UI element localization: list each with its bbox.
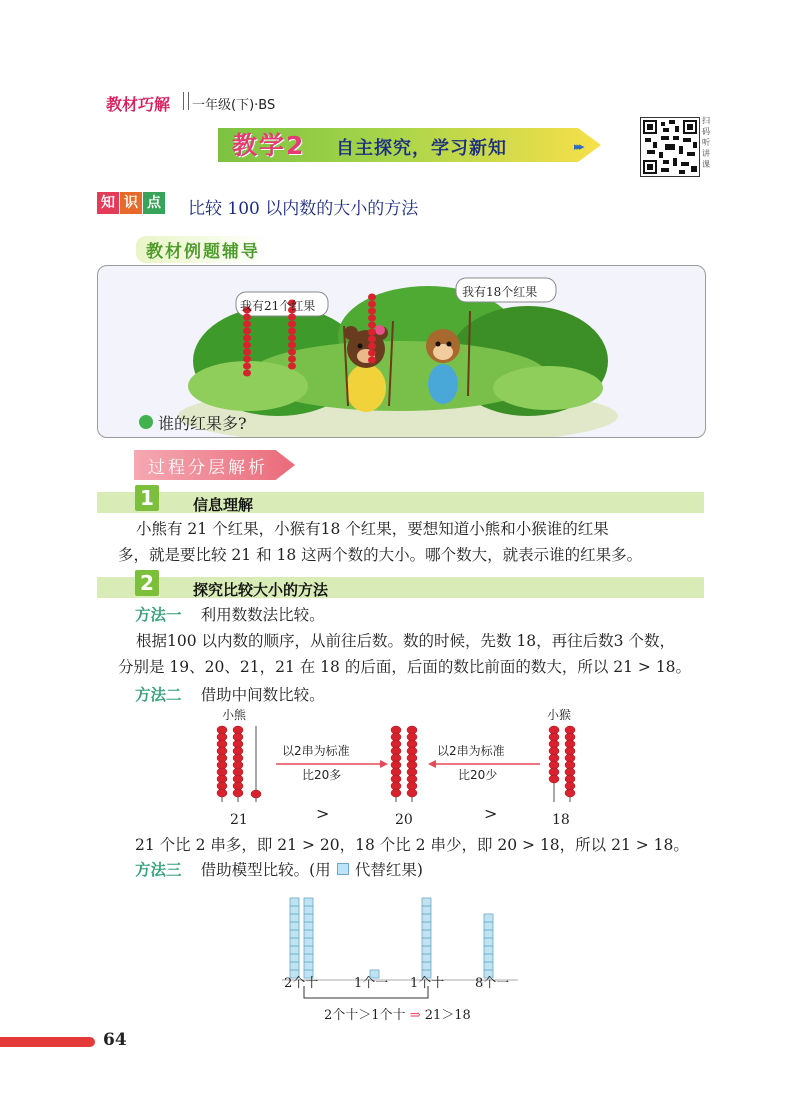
banner-arrows-icon: ▸▸▸ bbox=[574, 140, 582, 153]
conclusion-text: 2个十＞1个十 bbox=[324, 1008, 406, 1023]
unit-cube bbox=[422, 954, 431, 962]
method-tag: 方法二 bbox=[135, 686, 182, 704]
method2-conclusion: 21 个比 2 串多，即 21 > 20，18 个比 2 串少，即 20 > 18，所以 21 > 18。 bbox=[135, 836, 689, 854]
unit-cube bbox=[422, 938, 431, 946]
unit-cube bbox=[304, 962, 313, 970]
unit-cube bbox=[290, 962, 299, 970]
section-number: 1 bbox=[135, 485, 159, 511]
unit-cube bbox=[422, 898, 431, 906]
method-tag: 方法三 bbox=[135, 861, 182, 879]
unit-cube bbox=[484, 930, 493, 938]
method1-paragraph bbox=[118, 628, 708, 680]
right-note-top: 以2串为标准 bbox=[437, 744, 505, 758]
unit-cube bbox=[290, 922, 299, 930]
unit-cube bbox=[484, 962, 493, 970]
red-fruit bbox=[243, 328, 251, 335]
unit-cube bbox=[290, 898, 299, 906]
method-text: 代替红果) bbox=[354, 861, 423, 879]
method-text: 利用数数法比较。 bbox=[200, 606, 325, 624]
model-label: 1个一 bbox=[354, 976, 389, 991]
right-note-bottom: 比20少 bbox=[458, 768, 498, 782]
unit-cube bbox=[484, 954, 493, 962]
left-note-bottom: 比20多 bbox=[302, 768, 342, 782]
paragraph-line: 分别是 19、20、21，21 在 18 的后面，后面的数比前面的数大，所以 21 > 18。 bbox=[118, 658, 692, 676]
number-left: 21 bbox=[230, 812, 248, 828]
bear-label: 小熊 bbox=[222, 708, 247, 722]
red-fruit bbox=[288, 342, 296, 349]
unit-cube bbox=[304, 922, 313, 930]
unit-cube bbox=[304, 954, 313, 962]
section-bar bbox=[97, 492, 704, 513]
knowledge-chip: 识 bbox=[120, 192, 142, 214]
red-fruit bbox=[288, 328, 296, 335]
red-fruit bbox=[288, 356, 296, 363]
paragraph-line: 小熊有 21 个红果，小猴有18 个红果，要想知道小熊和小猴谁的红果 bbox=[136, 520, 609, 538]
bullet-icon bbox=[139, 415, 153, 429]
knowledge-chip: 知 bbox=[97, 192, 119, 214]
unit-cube bbox=[304, 946, 313, 954]
unit-cube bbox=[304, 898, 313, 906]
banner-number: 教学2 bbox=[232, 131, 306, 160]
unit-cube bbox=[422, 962, 431, 970]
unit-cube bbox=[290, 906, 299, 914]
section-number: 2 bbox=[135, 570, 159, 596]
unit-cube-icon bbox=[337, 863, 349, 875]
red-fruit bbox=[368, 315, 376, 322]
red-fruit bbox=[368, 294, 376, 301]
method3-line bbox=[135, 858, 423, 880]
model-label: 8个一 bbox=[475, 976, 510, 991]
red-fruit bbox=[233, 789, 243, 797]
red-fruit bbox=[368, 322, 376, 329]
unit-cube bbox=[290, 930, 299, 938]
red-fruit bbox=[288, 314, 296, 321]
number-middle: 20 bbox=[395, 812, 413, 828]
example-label: 教材例题辅导 bbox=[136, 236, 270, 263]
red-fruit bbox=[243, 349, 251, 356]
red-fruit bbox=[243, 356, 251, 363]
model-label: 1个十 bbox=[410, 976, 445, 991]
unit-cube bbox=[422, 930, 431, 938]
unit-cube bbox=[304, 930, 313, 938]
red-fruit bbox=[243, 370, 251, 377]
left-note-top: 以2串为标准 bbox=[282, 744, 350, 758]
red-fruit bbox=[243, 314, 251, 321]
example-question: 谁的红果多? bbox=[158, 414, 247, 433]
unit-cube bbox=[422, 922, 431, 930]
red-fruit bbox=[565, 789, 575, 797]
red-fruit bbox=[288, 321, 296, 328]
method-text: 借助中间数比较。 bbox=[200, 686, 325, 704]
method2-line bbox=[135, 683, 325, 705]
section1-paragraph bbox=[118, 516, 708, 568]
unit-cube bbox=[304, 906, 313, 914]
process-label: 过程分层解析 bbox=[148, 458, 268, 478]
number-right: 18 bbox=[552, 812, 570, 828]
knowledge-point-title: 比较 100 以内数的大小的方法 bbox=[188, 199, 419, 219]
monkey-label: 小猴 bbox=[547, 708, 572, 722]
skewer-diagram bbox=[200, 722, 600, 808]
method-tag: 方法一 bbox=[135, 606, 182, 624]
bear-speech-bubble: 我有21个红果 bbox=[240, 299, 316, 313]
greater-than-sign: > bbox=[484, 804, 498, 823]
red-fruit bbox=[407, 789, 417, 797]
red-fruit bbox=[368, 336, 376, 343]
red-fruit bbox=[217, 789, 227, 797]
paragraph-line: 根据100 以内数的顺序，从前往后数。数的时候，先数 18，再往后数3 个数， bbox=[136, 632, 675, 650]
page-number: 64 bbox=[103, 1030, 127, 1050]
unit-cube bbox=[290, 914, 299, 922]
unit-cube bbox=[290, 938, 299, 946]
red-fruit bbox=[251, 790, 261, 798]
red-fruit bbox=[368, 329, 376, 336]
monkey-speech-bubble: 我有18个红果 bbox=[462, 285, 538, 299]
red-fruit bbox=[288, 335, 296, 342]
unit-cube bbox=[422, 906, 431, 914]
arrow-head-icon bbox=[380, 760, 388, 768]
base-ten-model-diagram bbox=[280, 882, 520, 1022]
unit-cube bbox=[422, 914, 431, 922]
red-fruit bbox=[243, 335, 251, 342]
red-fruit bbox=[368, 357, 376, 364]
grade-label: 一年级(下)·BS bbox=[192, 98, 276, 113]
red-fruit bbox=[549, 775, 559, 783]
qr-code-icon[interactable] bbox=[640, 117, 700, 177]
arrow-head-icon bbox=[428, 760, 436, 768]
method1-line bbox=[135, 603, 325, 625]
unit-cube bbox=[422, 946, 431, 954]
section-title: 信息理解 bbox=[193, 496, 254, 514]
unit-cube bbox=[304, 914, 313, 922]
section-bar bbox=[97, 577, 704, 598]
unit-cube bbox=[484, 938, 493, 946]
red-fruit bbox=[391, 789, 401, 797]
qr-note: 扫码听讲课 bbox=[702, 116, 710, 169]
red-fruit bbox=[288, 363, 296, 370]
red-fruit bbox=[368, 308, 376, 315]
method-text: 借助模型比较。(用 bbox=[200, 861, 331, 879]
model-conclusion bbox=[324, 1004, 471, 1023]
unit-cube bbox=[304, 938, 313, 946]
model-label: 2个十 bbox=[284, 976, 319, 991]
red-fruit bbox=[243, 342, 251, 349]
red-fruit bbox=[288, 349, 296, 356]
red-fruit bbox=[243, 321, 251, 328]
red-fruit bbox=[368, 350, 376, 357]
red-fruit bbox=[368, 301, 376, 308]
red-fruit bbox=[243, 363, 251, 370]
greater-than-sign: > bbox=[316, 804, 330, 823]
unit-cube bbox=[484, 922, 493, 930]
header-separator bbox=[183, 92, 189, 110]
knowledge-chip: 点 bbox=[143, 192, 165, 214]
banner-title: 自主探究，学习新知 bbox=[336, 138, 507, 159]
unit-cube bbox=[290, 946, 299, 954]
unit-cube bbox=[484, 946, 493, 954]
footer-bar bbox=[0, 1037, 95, 1047]
unit-cube bbox=[290, 954, 299, 962]
book-title: 教材巧解 bbox=[106, 95, 171, 114]
section-title: 探究比较大小的方法 bbox=[193, 581, 329, 599]
unit-cube bbox=[484, 914, 493, 922]
implies-arrow-icon: ⇒ bbox=[409, 1008, 421, 1023]
conclusion-text: 21＞18 bbox=[424, 1008, 471, 1023]
paragraph-line: 多，就是要比较 21 和 18 这两个数的大小。哪个数大，就表示谁的红果多。 bbox=[118, 546, 643, 564]
red-fruit bbox=[368, 343, 376, 350]
